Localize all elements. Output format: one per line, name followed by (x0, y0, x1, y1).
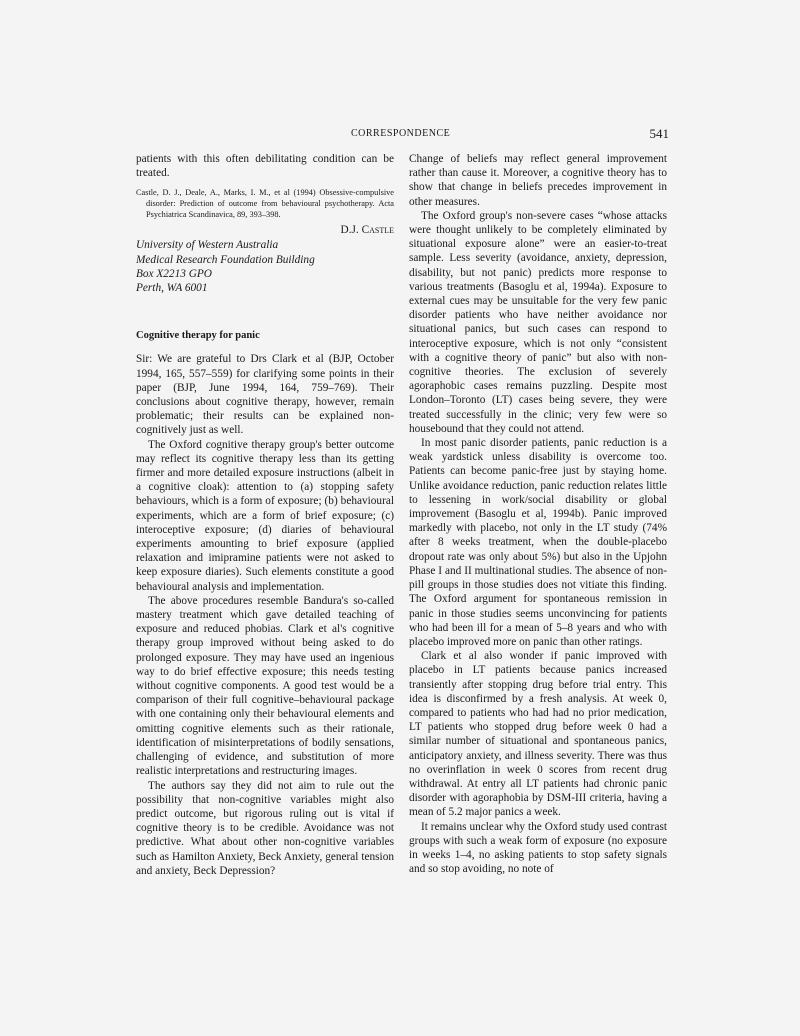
running-title: CORRESPONDENCE (351, 128, 451, 139)
opening-paragraph: patients with this often debilitating condition can be treated. (136, 153, 394, 180)
body-paragraph: The authors say they did not aim to rule out the possibility that non-cognitive variables might also predict outcome, but rigorous ruling out is vital if cognitive theory is to be credible. Avoidance was not predictive. What about other non-cognitive variables such as Hamilton Anxiety, Beck Anxiety, general tension and anxiety, Beck Depression? (136, 779, 394, 877)
address-line: Box X2213 GPO (136, 267, 212, 280)
body-paragraph: It remains unclear why the Oxford study used contrast groups with such a weak form of exposure (no exposure in weeks 1–4, no asking patients to stop safety signals and so stop avoiding, no note of (409, 820, 667, 876)
body-paragraph: In most panic disorder patients, panic reduction is a weak yardstick unless disability is overcome too. Patients can become panic-free just by staying home. Unlike avoidance reduction, panic reduction relates little to lessening in work/social disability or global improvement (Basoglu et al, 1994b). Panic improved markedly with placebo, not only in the LT study (74% after 8 weeks treatment, when the double-placebo dropout rate was only about 5%) but also in the Upjohn Phase I and II multinational studies. The absence of non-pill groups in those studies does not vitiate this finding. The Oxford argument for spontaneous remission in panic in those studies seems unconvincing for patients who had been ill for a mean of 5–8 years and who with placebo improved more on panic than other ratings. (409, 437, 667, 648)
page-number: 541 (649, 126, 669, 141)
body-paragraph: Change of beliefs may reflect general improvement rather than cause it. Moreover, a cognitive theory has to show that change in beliefs precedes improvement in other measures. (409, 153, 667, 208)
address-line: University of Western Australia (136, 239, 279, 252)
body-paragraph: Sir: We are grateful to Drs Clark et al (BJP, October 1994, 165, 557–559) for clarifying some points in their paper (BJP, June 1994, 164, 759–769). Their conclusions about cognitive therapy, however, remain problematic; their results can be explained non-cognitively just as well. (136, 353, 394, 437)
author-address (136, 238, 394, 295)
running-head (135, 128, 669, 144)
reference-entry: Castle, D. J., Deale, A., Marks, I. M., et al (1994) Obsessive-compulsive disorder: Prediction of outcome from behavioural psychotherapy. Acta Psychiatrica Scandinavica, 89, 393–398. (136, 188, 394, 219)
body-paragraph: Clark et al also wonder if panic improved with placebo in LT patients because panics increased transiently after stopping drug before trial entry. This idea is disconfirmed by a fresh analysis. At week 0, compared to patients who had had no prior medication, LT patients who stopped drug before week 0 had a similar number of situational and spontaneous panics, anticipatory anxiety, and illness severity. There was thus no overinflation in week 0 scores from recent drug withdrawal. At entry all LT patients had chronic panic disorder with agoraphobia by DSM-III criteria, having a mean of 5.2 major panics a week. (409, 650, 667, 819)
address-line: Perth, WA 6001 (136, 282, 208, 294)
body-paragraph: The above procedures resemble Bandura's so-called mastery treatment which gave detailed teaching of exposure and reduced phobias. Clark et al's cognitive therapy group improved without being asked to do prolonged exposure. They may have used an ingenious way to do brief effective exposure; this needs testing without cognitive components. A good test would be a comparison of their full cognitive–behavioural package with one containing only their behavioural elements and omitting cognitive elements such as their rationale, identification of misinterpretations of bodily sensations, challenging of evidence, and substitution of more realistic interpretations and restructuring images. (136, 594, 394, 778)
body-paragraph: The Oxford group's non-severe cases “whose attacks were thought unlikely to be completely eliminated by situational exposure alone” were an easier-to-treat sample. Less severity (avoidance, anxiety, depression, disability, but not panic) predicts more response to various treatments (Basoglu et al, 1994a). Exposure to external cues may be unsuitable for the very few panic disorder patients who have neither avoidance nor situational panics, but such cases can respond to interoceptive exposure, which is not only “consistent with a cognitive theory of panic” but also with non-cognitive theories. The exclusion of severely agoraphobic cases remains puzzling. Despite most London–Toronto (LT) cases being severe, they were treated successfully in the clinic; very few were so housebound that they could not attend. (409, 209, 667, 435)
left-column (136, 152, 394, 878)
body-paragraph: The Oxford cognitive therapy group's better outcome may reflect its cognitive therapy less than its getting firmer and more detailed exposure instructions (albeit in a cognitive cloak): attention to (a) stopping safety behaviours, which is a form of exposure; (b) behavioural experiments, which are a form of brief exposure; (c) interoceptive exposure; (d) diaries of behavioural experiments amounting to brief exposure (applied relaxation and imipramine patients were not asked to keep exposure diaries). Such elements constitute a good behavioural analysis and implementation. (136, 438, 394, 593)
right-column (409, 152, 667, 876)
section-heading: Cognitive therapy for panic (136, 330, 260, 342)
address-line: Medical Research Foundation Building (136, 253, 315, 266)
letter-signature: D.J. Castle (340, 224, 394, 237)
